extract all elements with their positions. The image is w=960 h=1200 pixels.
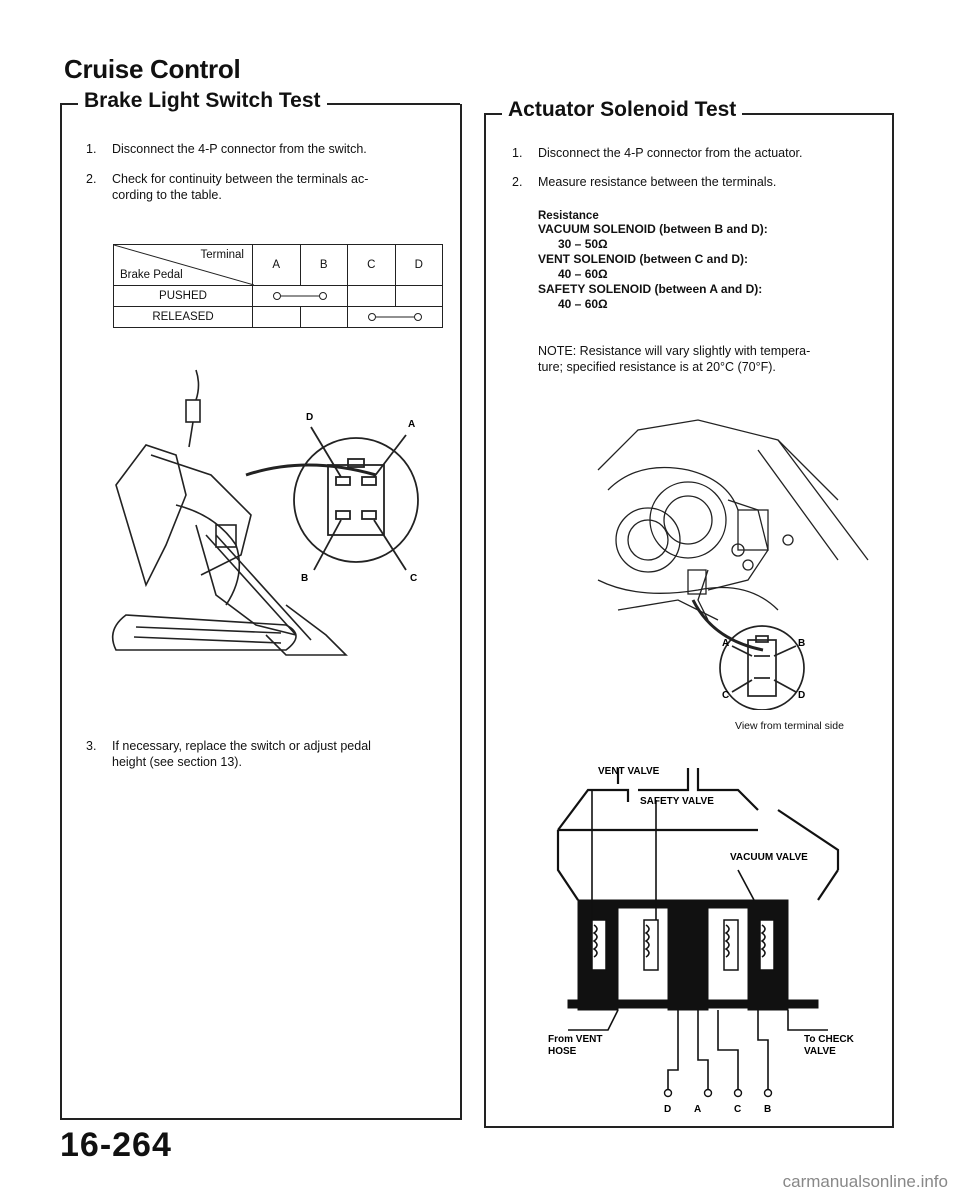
step-text: Measure resistance between the terminals. [538,175,777,189]
table-corner-cell [114,245,253,286]
terminal-label: B [764,1104,772,1115]
connector-label-d: D [306,412,314,423]
corner-bottom-label: Brake Pedal [120,269,183,281]
step-number: 2. [86,172,97,186]
temperature-note [538,343,878,375]
empty-cell [253,307,301,328]
from-vent-label-1: From VENT [548,1034,603,1045]
brake-step-2 [86,171,446,205]
step-number: 1. [512,146,523,160]
resistance-item-value: 40 – 60Ω [558,297,608,311]
actuator-section-title: Actuator Solenoid Test [502,98,742,122]
from-vent-label-2: HOSE [548,1046,577,1057]
table-header-row [114,245,443,286]
step-number: 1. [86,142,97,156]
connector-label-d: D [798,690,806,701]
resistance-item-name: VENT SOLENOID (between C and D): [538,252,749,266]
connector-label-a: A [722,638,730,649]
actuator-step-1 [512,145,882,163]
table-row [114,286,443,307]
resistance-item-name: SAFETY SOLENOID (between A and D): [538,282,763,296]
terminal-label: C [734,1104,742,1115]
continuity-symbol [348,310,442,324]
page-number: 16-264 [60,1126,172,1164]
safety-valve-label: SAFETY VALVE [640,796,714,807]
connector-label-b: B [301,573,309,584]
brake-pedal-illustration [96,365,446,665]
column-header: B [300,245,348,286]
note-line-1: NOTE: Resistance will vary slightly with tempera- [538,344,811,358]
connector-label-b: B [798,638,806,649]
connector-label-a: A [408,419,416,430]
vent-valve-label: VENT VALVE [598,766,660,777]
step-text: Disconnect the 4-P connector from the actuator. [538,146,803,160]
corner-top-label: Terminal [200,249,244,261]
column-header: D [395,245,443,286]
row-label: RELEASED [114,307,253,328]
vacuum-valve-label: VACUUM VALVE [730,852,808,863]
actuator-location-illustration [588,410,878,710]
to-check-label-1: To CHECK [804,1034,854,1045]
continuity-ab [253,286,348,307]
resistance-item-value: 30 – 50Ω [558,237,608,251]
connector-label-c: C [722,690,730,701]
step-number: 3. [86,739,97,753]
step-text: Disconnect the 4-P connector from the switch. [112,142,367,156]
table-row [114,307,443,328]
empty-cell [395,286,443,307]
empty-cell [300,307,348,328]
brake-step-3 [86,738,446,772]
resistance-item-value: 40 – 60Ω [558,267,608,281]
step-text-line-1: If necessary, replace the switch or adjust pedal [112,739,371,753]
continuity-cd [348,307,443,328]
page-title: Cruise Control [64,54,241,84]
continuity-table [113,244,443,328]
row-label: PUSHED [114,286,253,307]
step-text-line-2: cording to the table. [112,188,222,202]
step-number: 2. [512,175,523,189]
valve-schematic [548,760,878,1120]
resistance-heading: Resistance [538,210,599,222]
step-text-line-2: height (see section 13). [112,755,242,769]
terminal-label: D [664,1104,672,1115]
resistance-item-name: VACUUM SOLENOID (between B and D): [538,222,768,236]
actuator-step-2 [512,174,882,192]
column-header: C [348,245,396,286]
connector-label-c: C [410,573,418,584]
column-header: A [253,245,301,286]
step-text-line-1: Check for continuity between the terminals ac- [112,172,369,186]
empty-cell [348,286,396,307]
resistance-block [538,210,878,312]
terminal-label: A [694,1104,702,1115]
note-line-2: ture; specified resistance is at 20°C (70°F). [538,360,776,374]
brake-step-1 [86,141,446,159]
view-caption: View from terminal side [735,720,844,732]
brake-section-title: Brake Light Switch Test [78,89,327,113]
watermark: carmanualsonline.info [782,1172,948,1191]
continuity-symbol [253,289,347,303]
to-check-label-2: VALVE [804,1046,836,1057]
